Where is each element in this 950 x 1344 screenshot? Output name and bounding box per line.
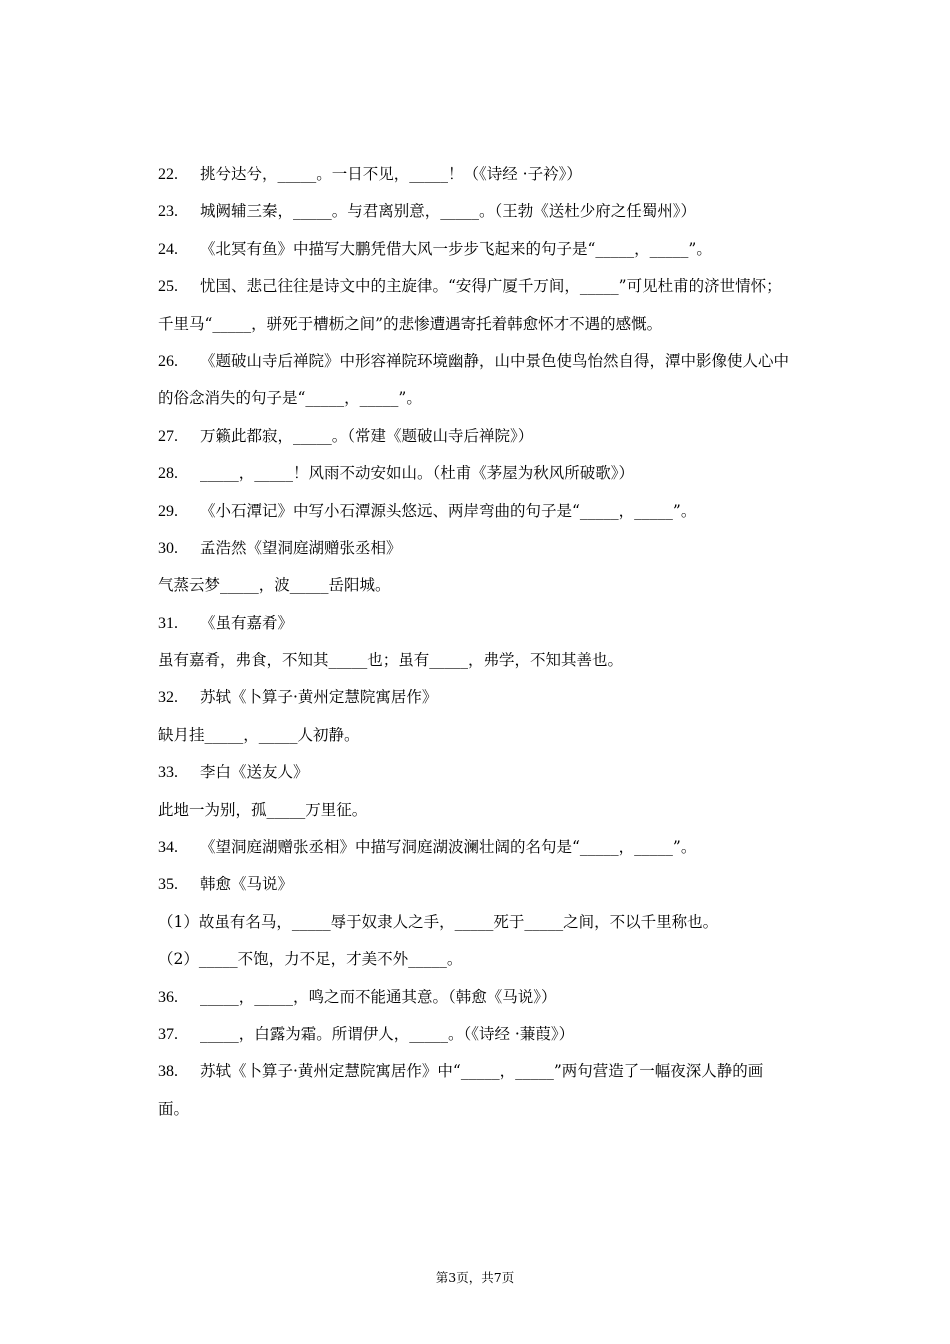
question-27 [158, 418, 834, 455]
question-number: 27. [158, 427, 178, 445]
question-36 [158, 979, 834, 1016]
question-number: 35. [158, 876, 178, 894]
question-number: 25. [158, 278, 178, 296]
question-number: 22. [158, 166, 178, 183]
question-38-continuation: 面。 [158, 1099, 190, 1118]
question-text: 苏轼《卜算子·黄州定慧院寓居作》 [200, 688, 438, 707]
question-26 [158, 343, 834, 380]
question-text: _____，_____，鸣之而不能通其意。（韩愈《马说》） [200, 987, 557, 1006]
question-text: 挑兮达兮，_____。一日不见，_____！（《诗经 ·子衿》） [200, 165, 582, 183]
question-32 [158, 679, 834, 716]
question-34 [158, 829, 834, 866]
question-number: 32. [158, 689, 178, 707]
question-35-part-2: （2）_____不饱，力不足，才美不外_____。 [158, 950, 463, 969]
question-24 [158, 231, 834, 268]
question-33 [158, 754, 834, 791]
page-footer: 第3页，共7页 [435, 1270, 515, 1285]
question-text: 《小石潭记》中写小石潭源头悠远、两岸弯曲的句子是“_____，_____”。 [200, 501, 697, 520]
question-number: 37. [158, 1025, 178, 1043]
question-number: 28. [158, 465, 178, 483]
question-list [158, 156, 834, 1128]
question-number: 26. [158, 352, 178, 370]
question-22 [158, 156, 834, 193]
question-38 [158, 1053, 834, 1090]
question-text: 万籁此都寂，_____。（常建《题破山寺后禅院》） [200, 426, 534, 445]
question-31-continuation: 虽有嘉肴，弗食，不知其_____也；虽有_____，弗学，不知其善也。 [158, 651, 624, 670]
question-number: 29. [158, 502, 178, 520]
question-text: 韩愈《马说》 [200, 875, 294, 894]
question-number: 38. [158, 1063, 178, 1081]
question-text: 《题破山寺后禅院》中形容禅院环境幽静，山中景色使鸟怡然自得，潭中影像使人心中 [200, 351, 790, 370]
question-25 [158, 268, 834, 305]
question-30 [158, 530, 834, 567]
question-text: 忧国、悲己往往是诗文中的主旋律。“安得广厦千万间，_____”可见杜甫的济世情怀； [200, 277, 782, 296]
question-number: 24. [158, 240, 178, 258]
question-text: 《虽有嘉肴》 [200, 613, 294, 632]
question-37 [158, 1016, 834, 1053]
question-32-continuation: 缺月挂_____，_____人初静。 [158, 725, 360, 744]
question-number: 34. [158, 839, 178, 857]
question-text: 孟浩然《望洞庭湖赠张丞相》 [200, 538, 402, 557]
question-number: 30. [158, 539, 178, 557]
question-text: 《北冥有鱼》中描写大鹏凭借大风一步步飞起来的句子是“_____，_____”。 [200, 239, 712, 258]
question-31 [158, 605, 834, 642]
question-text: 李白《送友人》 [200, 763, 309, 782]
question-number: 33. [158, 764, 178, 782]
question-35-part-1: （1）故虽有名马，_____辱于奴隶人之手，_____死于_____之间，不以千里称也。 [158, 912, 719, 931]
question-35 [158, 866, 834, 903]
question-28 [158, 455, 834, 492]
question-text: 城阙辅三秦，_____。与君离别意，_____。（王勃《送杜少府之任蜀州》） [200, 202, 697, 221]
question-33-continuation: 此地一为别，孤_____万里征。 [158, 800, 368, 819]
question-26-continuation: 的俗念消失的句子是“_____，_____”。 [158, 389, 422, 408]
question-23 [158, 193, 834, 230]
question-number: 23. [158, 203, 178, 221]
question-25-continuation: 千里马“_____，骈死于槽枥之间”的悲惨遭遇寄托着韩愈怀才不遇的感慨。 [158, 314, 663, 333]
question-text: 苏轼《卜算子·黄州定慧院寓居作》中“_____，_____”两句营造了一幅夜深人静的画 [200, 1062, 764, 1081]
question-30-continuation: 气蒸云梦_____，波_____岳阳城。 [158, 576, 391, 595]
question-29 [158, 493, 834, 530]
question-text: _____，_____！风雨不动安如山。（杜甫《茅屋为秋风所破歌》） [200, 464, 635, 483]
question-text: _____，白露为霜。所谓伊人，_____。（《诗经 ·蒹葭》） [200, 1024, 575, 1043]
question-text: 《望洞庭湖赠张丞相》中描写洞庭湖波澜壮阔的名句是“_____，_____”。 [200, 838, 697, 857]
question-number: 31. [158, 614, 178, 632]
question-number: 36. [158, 988, 178, 1006]
